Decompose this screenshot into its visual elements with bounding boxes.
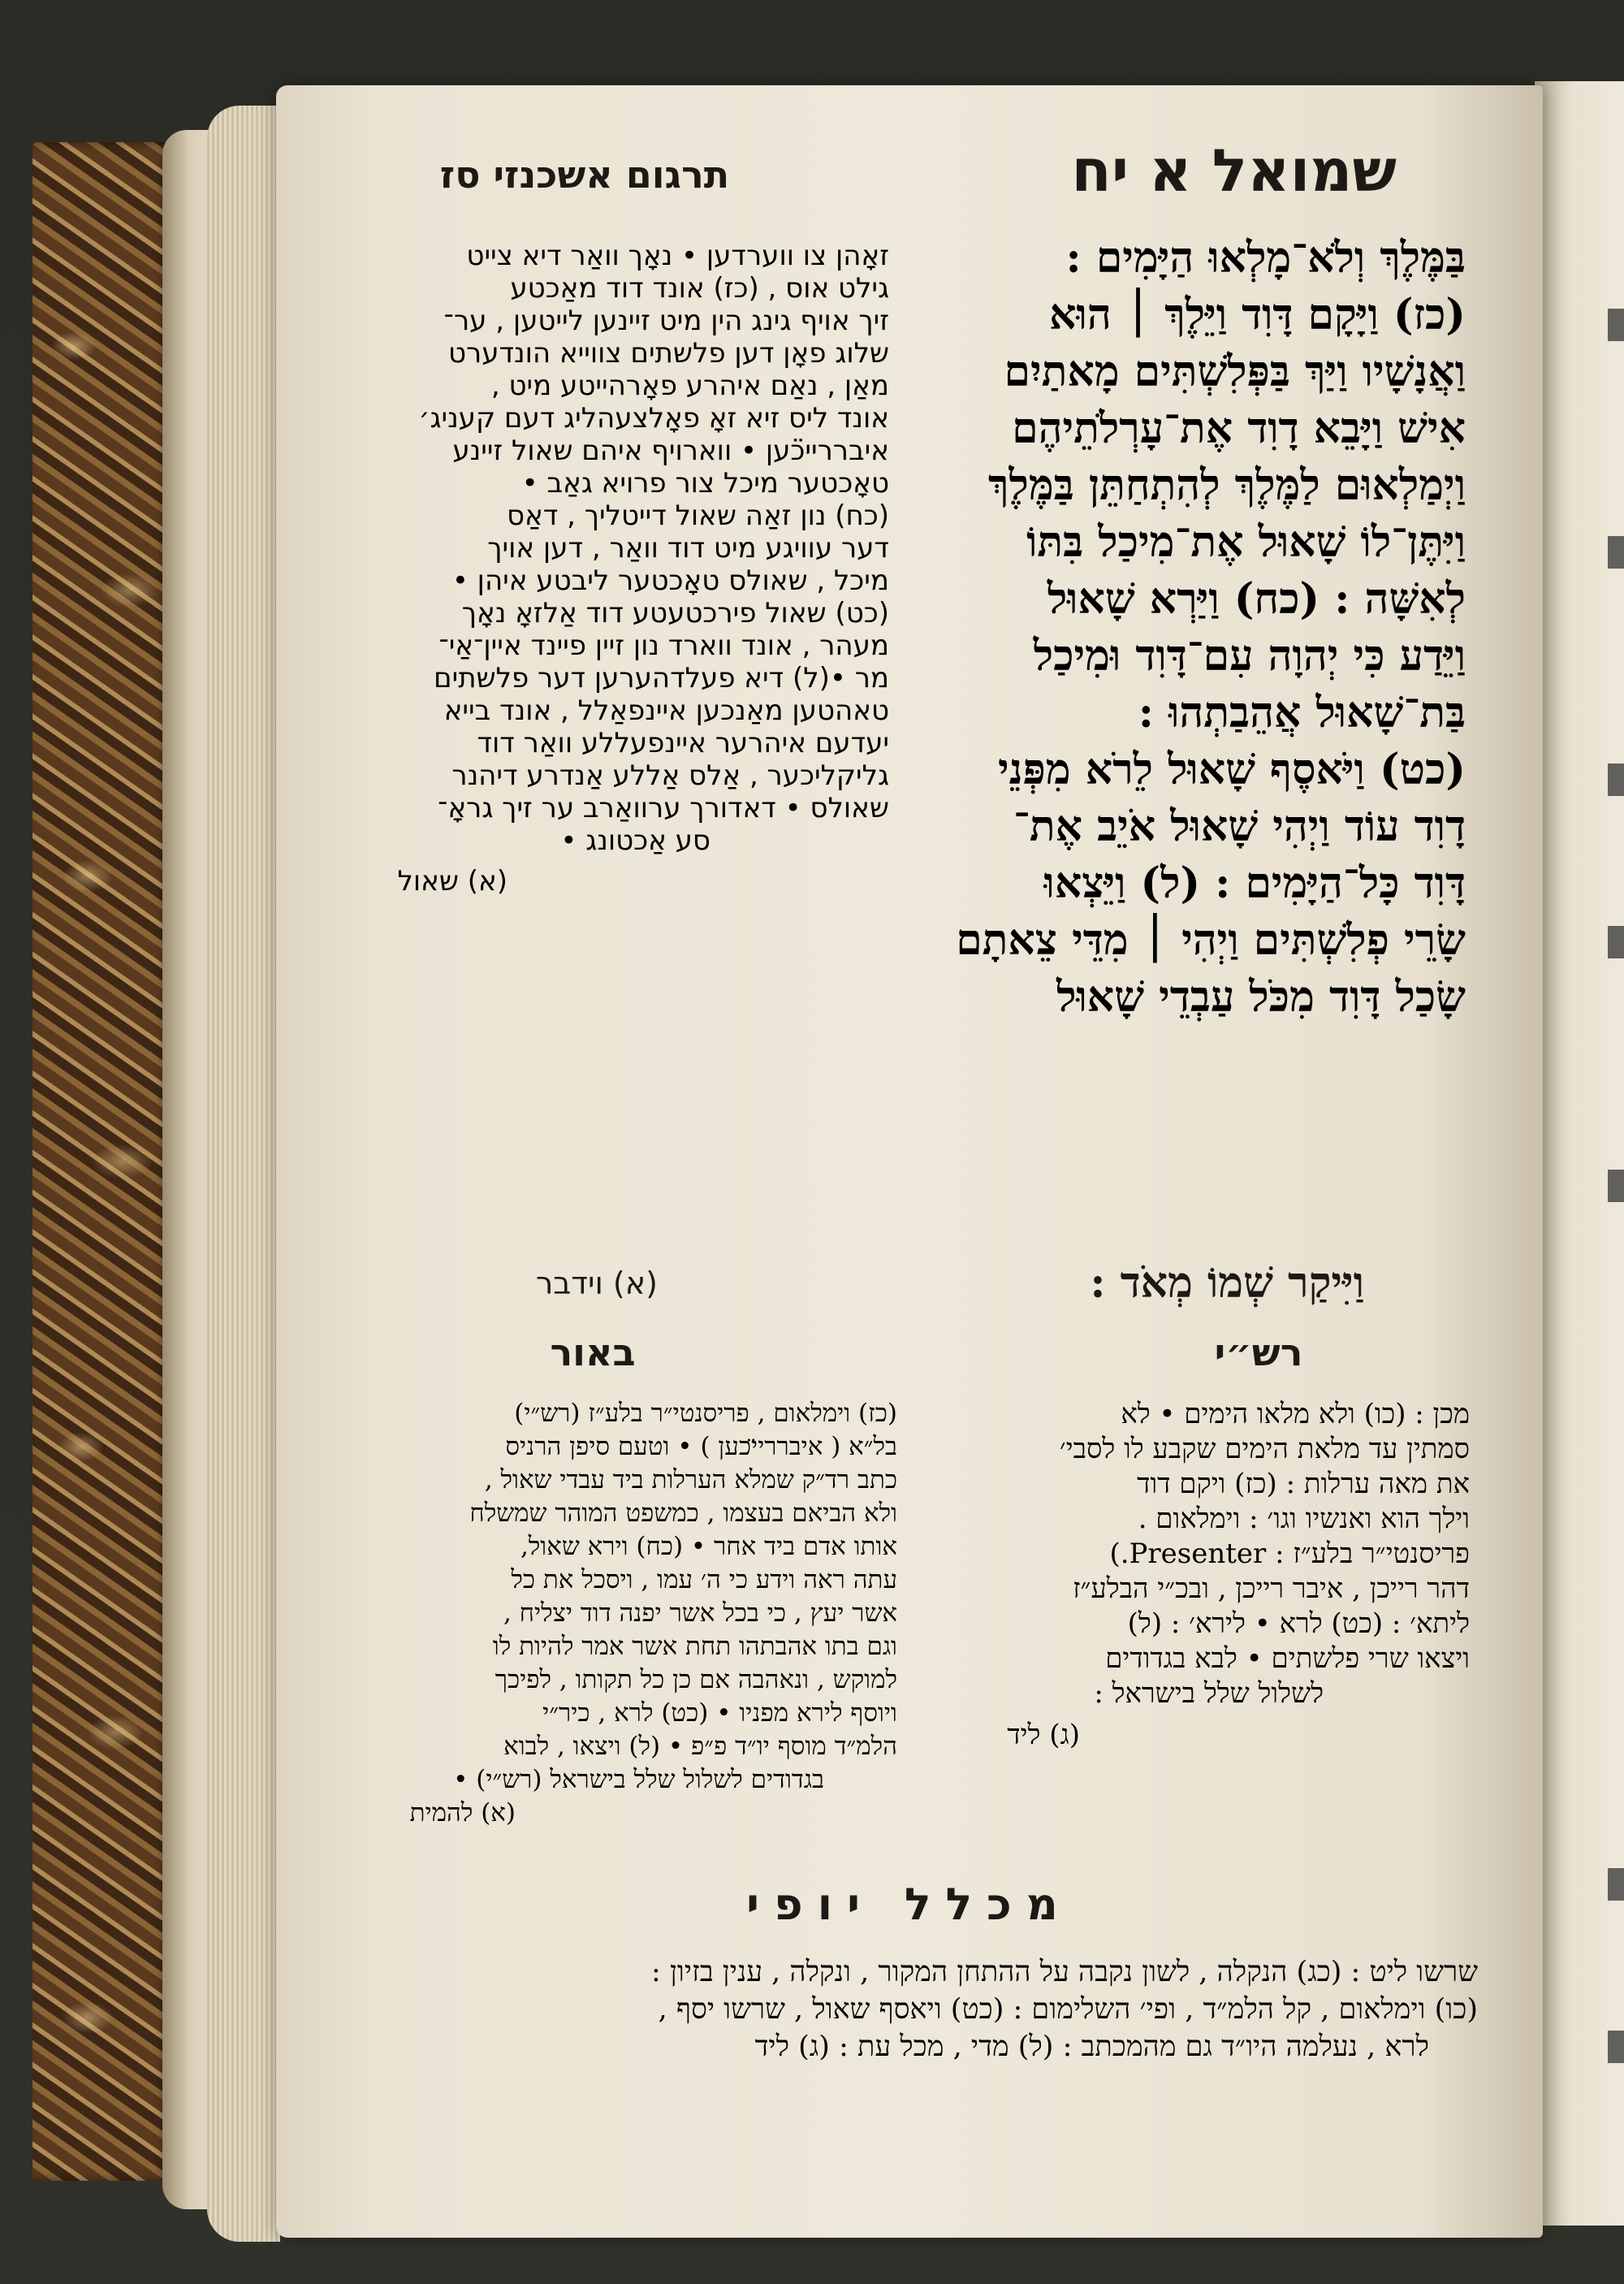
- text-line: (כו) וימלאום , קל הלמ״ד , ופי׳ השלימום : (כט) ויאסף שאול , שרשו יסף ,: [658, 1993, 1478, 2026]
- michlol-text: [333, 1953, 1478, 2066]
- text-line: בַּת־שָׁאוּל אֲהֵבַתְהוּ :: [1138, 688, 1466, 738]
- text-line: שָׂרֵי פְלִשְׁתִּים וַיְהִי ׀ מִדֵּי צֵאתָם: [956, 915, 1466, 965]
- hebrew-last-line: וַיִּיקַר שְׁמוֹ מְאֹד :: [1090, 1258, 1364, 1308]
- text-line: מכן : (כו) ולא מלאו הימים • לא: [1121, 1398, 1470, 1430]
- text-line: בַּמֶּלֶךְ וְלֹא־מָלְאוּ הַיָּמִים :: [1065, 233, 1466, 283]
- text-line: מיכל , שאולס טאָכטער ליבטע איהן •: [451, 565, 889, 597]
- text-line: סמתין עד מלאת הימים שקבע לו לסבי׳: [1059, 1433, 1470, 1465]
- text-line: (כט) וַיֹּאסֶף שָׁאוּל לֵרֹא מִפְּנֵי: [997, 745, 1466, 794]
- text-line: בל״א ( איברריי̈כען ) • וטעם סיפן הרניס: [505, 1432, 897, 1461]
- running-header-right: שמואל א יח: [1071, 136, 1397, 205]
- facing-page-edge: [1535, 81, 1624, 2226]
- text-line: למוקש , ונאהבה אם כן כל תקותו , לפיכך: [495, 1665, 897, 1694]
- text-line: וַיֵּדַע כִּי יְהוָה עִם־דָּוִד וּמִיכַל: [1033, 631, 1466, 681]
- rashi-footnote: (ג) ליד: [1007, 1719, 1080, 1751]
- text-line: לשלול שלל בישראל :: [1094, 1677, 1324, 1710]
- text-line: גילט אוס , (כז) אונד דוד מאַכטע: [510, 272, 889, 305]
- text-line: (כח) נון זאַה שאול דייטליך , דאַס: [507, 500, 889, 532]
- text-line: שאולס • דאדורך ערוואַרב ער זיך גראָ־: [438, 792, 889, 824]
- targum-column: [321, 240, 889, 898]
- text-line: וגם בתו אהבתהו תחת אשר אמר להיות לו: [492, 1632, 897, 1661]
- text-line: ליתא׳ : (כט) לרא • לירא׳ : (ל): [1127, 1607, 1470, 1640]
- text-line: מעהר , אונד ווארד נון זיין פיינד איין־אַי־: [438, 629, 889, 662]
- text-line: וַיְמַלְאוּם לַמֶּלֶךְ לְהִתְחַתֵּן בַּמֶּלֶךְ: [988, 461, 1466, 510]
- text-line: דער עוויגע מיט דוד וואַר , דען אויך: [487, 532, 889, 565]
- biur-column: [321, 1397, 897, 1830]
- text-line: איברריי̈כען • ווארויף איהם שאול זיינע: [452, 435, 889, 467]
- targum-last-note: (א) וידבר: [535, 1267, 658, 1300]
- text-line: טאָכטער מיכל צור פרויא גאַב •: [521, 467, 889, 500]
- rashi-column: [918, 1397, 1470, 1753]
- biur-title: באור: [550, 1330, 636, 1374]
- text-line: יעדעם איהרער איינפעללע וואַר דוד: [477, 727, 889, 759]
- text-line: דָּוִד כָּל־הַיָּמִים : (ל) וַיֵּצְאוּ: [1043, 859, 1466, 908]
- text-line: (כז) וַיָּקָם דָּוִד וַיֵּלֶךְ ׀ הוּא: [1049, 290, 1466, 340]
- targum-footnote: (א) שאול: [397, 865, 508, 898]
- marbled-book-cover: [32, 142, 171, 2181]
- text-line: ויצאו שרי פלשתים • לבא בגדודים: [1105, 1642, 1470, 1675]
- text-line: אִישׁ וַיָּבֵא דָוִד אֶת־עָרְלֹתֵיהֶם: [1012, 404, 1466, 453]
- text-line: וַאֲנָשָׁיו וַיַּךְ בַּפְּלִשְׁתִּים מָאתַיִם: [1004, 347, 1466, 396]
- text-line: וַיִּתֶּן־לוֹ שָׁאוּל אֶת־מִיכַל בִּתּוֹ: [1026, 517, 1466, 567]
- text-line: דהר רייכן , איבר רייכן , ובכ״י הבלע״ז: [1073, 1572, 1470, 1605]
- text-line: את מאה ערלות : (כז) ויקם דוד: [1137, 1468, 1470, 1500]
- text-line: אונד ליס זיא זאָ פאָלצעהליג דעם קעניג׳: [418, 402, 889, 435]
- text-line: פריסנטי״ר בלע״ז : Presenter.): [1109, 1538, 1470, 1570]
- text-line: אותו אדם ביד אחר • (כח) וירא שאול,: [520, 1532, 897, 1561]
- text-line: כתב רד״ק שמלא הערלות ביד עבדי שאול ,: [484, 1465, 897, 1495]
- biur-footnote: (א) להמית: [409, 1798, 516, 1828]
- text-line: הלמ״ד מוסף יו״ד פ״פ • (ל) ויצאו , לבוא: [503, 1732, 897, 1761]
- text-line: בגדודים לשלול שלל בישראל (רש״י) •: [453, 1765, 824, 1794]
- text-line: ולא הביאם בעצמו , כמשפט המוהר שמשלח: [469, 1499, 897, 1528]
- text-line: דָוִד עוֹד וַיְהִי שָׁאוּל אֹיֵב אֶת־: [1013, 802, 1466, 851]
- text-line: זאָהן צו ווערדען • נאָך וואַר דיא צייט: [466, 240, 889, 272]
- text-line: זיך אויף גינג הין מיט זיינען לייטען , ער־: [443, 305, 889, 337]
- text-line: לְאִשָּׁה : (כח) וַיַּרְא שָׁאוּל: [1047, 574, 1466, 624]
- text-line: סע אַכטונג •: [560, 824, 710, 857]
- page-edges: [207, 106, 280, 2242]
- text-line: מר •(ל) דיא פעלדהערען דער פלשתים: [434, 662, 889, 694]
- michlol-title: מכלל יופי: [746, 1879, 1073, 1930]
- book-page: [276, 85, 1543, 2238]
- text-line: לרא , נעלמה היו״ד גם מהמכתב : (ל) מדי , מכל עת : (ג) ליד: [754, 2031, 1429, 2063]
- text-line: (כז) וימלאום , פריסנטי״ר בלע״ז (רש״י): [514, 1399, 897, 1428]
- text-line: טאהטען מאַנכען איינפאַלל , אונד בייא: [443, 694, 889, 727]
- text-line: אשר יעץ , כי בכל אשר יפנה דוד יצליח ,: [503, 1598, 897, 1628]
- rashi-title: רש״י: [1214, 1330, 1303, 1374]
- text-line: שָׂכַל דָּוִד מִכֹּל עַבְדֵי שָׁאוּל: [1056, 972, 1466, 1022]
- text-line: מאַן , נאַם איהרע פאָרהייטע מיט ,: [490, 370, 889, 402]
- hebrew-text-column: [905, 230, 1466, 1026]
- text-line: עתה ראה וידע כי ה׳ עמו , ויסכל את כל: [511, 1565, 897, 1594]
- text-line: שלוג פאָן דען פלשתים צווייא הונדערט: [447, 337, 889, 370]
- text-line: (כט) שאול פירכטעטע דוד אַלזאָ נאָך: [461, 597, 889, 629]
- text-line: גליקליכער , אַלס אַללע אַנדרע דיהנר: [451, 759, 889, 792]
- running-header-left: תרגום אשכנזי סז: [439, 153, 730, 197]
- text-line: ויוסף לירא מפניו • (כט) לרא , כיר״י: [542, 1698, 897, 1728]
- text-line: וילך הוא ואנשיו וגו׳ : וימלאום .: [1138, 1503, 1470, 1535]
- text-line: שרשו ליט : (כג) הנקלה , לשון נקבה על ההתחן המקור , ונקלה , ענין בזיון :: [651, 1956, 1478, 1988]
